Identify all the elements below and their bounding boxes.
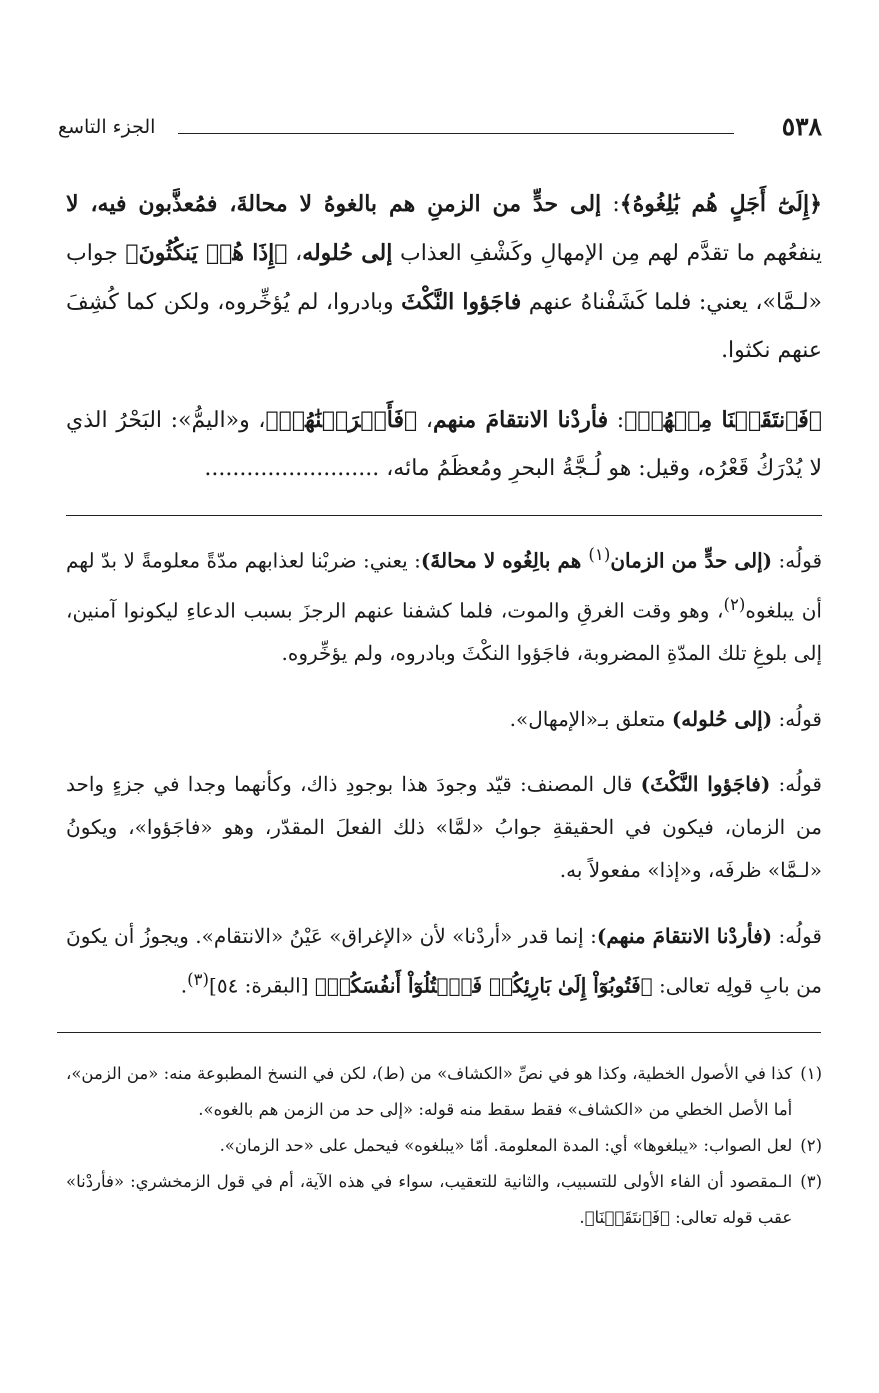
page-header [58, 112, 822, 156]
text-span: قال المصنف: قيّد وجودَ هذا بوجودِ ذاك، وكأنهما وجدا في جزءٍ واحد من الزمان، فيكون في الحقيقةِ جوابُ «لمَّا» ذلك الفعلَ المقدّر، وهو «فاجَؤوا»، ويكونُ «لـمَّا» ظرفَه، و«إذا» مفعولاً به. [66, 772, 822, 882]
text-span: متعلق بـ«الإمهال». [509, 707, 672, 731]
footnote-mark: (٢) [800, 1136, 822, 1155]
footnote-ref: (٢) [723, 594, 746, 614]
quran-quote: ﴿فَتُوبُوٓاْ إِلَىٰ بَارِئِكُمۡ فَٱقۡتُلُوٓاْ أَنفُسَكُمۡ﴾ [314, 973, 653, 998]
commentary-paragraph-2 [66, 698, 822, 741]
text-span: قولُه: [772, 707, 822, 731]
bold-span: (فأردْنا الانتقامَ منهم) [596, 924, 773, 948]
footnote-ref: (١) [588, 545, 611, 564]
text-span: قولُه: [770, 772, 822, 796]
bold-span: إلى حدٍّ من الزمنِ هم بالغوهُ لا محالةَ، فمُعذَّبون فيه، لا [66, 191, 602, 217]
bold-span: (فاجَؤوا النَّكْثَ) [640, 772, 771, 796]
text-span: [البقرة: ٥٤] [209, 973, 315, 998]
text-span: ، و«اليمُّ»: البَحْرُ الذي لا يُدْرَكُ قَعْرُه، وقيل: هو لُـجَّةُ البحرِ ومُعظَمُ مائه، ......................... [66, 408, 822, 481]
text-span: : [608, 408, 625, 433]
footnote-text: كذا في الأصول الخطية، وكذا هو في نصِّ «الكشاف» من (ط)، لكن في النسخ المطبوعة منه: «من الزمن»، أما الأصل الخطي من «الكشاف» فقط سقط منه قوله: «إلى حد من الزمن هم بالغوه». [66, 1064, 793, 1119]
footnote-text: الـمقصود أن الفاء الأولى للتسبيب، والثانية للتعقيب، سواء في هذه الآية، أم في قول الزمخشري: «فأردْنا» عقب قوله تعالى: ﴿فَٱنتَقَمۡنَا﴾. [66, 1172, 793, 1227]
text-span: قولُه: [772, 924, 822, 948]
bold-span: فأردْنا الانتقامَ منهم [432, 407, 609, 433]
main-text-paragraph-2 [66, 396, 822, 493]
text-span: : [601, 192, 620, 217]
footnote-mark: (١) [800, 1064, 822, 1083]
text-span: . [180, 973, 188, 998]
footnote-2 [66, 1128, 822, 1164]
footnote-3 [66, 1164, 822, 1236]
section-divider [66, 515, 822, 516]
quran-quote: ﴿فَأَغۡرَقۡنَٰهُمۡ﴾ [265, 407, 418, 433]
text-span: جواب «لـمَّا»، يعني: فلما كَشَفْناهُ عنهم [66, 241, 822, 315]
header-rule [178, 133, 734, 134]
page-number: ٥٣٨ [781, 112, 822, 141]
bold-span: هم بالِغُوه لا محالةَ) [420, 548, 589, 573]
text-span: قولُه: [772, 548, 822, 573]
text-span: ينفعُهم ما تقدَّم لهم مِن الإمهالِ وكَشْفِ العذاب [392, 241, 823, 266]
bold-span: فاجَؤوا النَّكْثَ [401, 289, 522, 315]
volume-title: الجزء التاسع [58, 116, 156, 138]
commentary-paragraph-4 [66, 915, 822, 1008]
footnotes [66, 1056, 822, 1236]
text-span: ، وهو وقت الغرقِ والموت، فلما كشفنا عنهم الرجزَ بسبب الدعاءِ ليكونوا آمنين، إلى بلوغِ تلك المدّةِ المضروبة، فاجَؤوا النكْثَ وبادروه، ولم يؤخِّروه. [66, 598, 822, 666]
footnote-ref: (٣) [187, 970, 210, 989]
main-text-paragraph-1 [66, 180, 822, 375]
quran-quote: ﴿إِذَا هُمۡ يَنكُثُونَ﴾ [125, 240, 288, 266]
footnote-mark: (٣) [800, 1172, 822, 1191]
commentary-paragraph-3 [66, 763, 822, 892]
commentary-paragraph-1 [66, 533, 822, 675]
footnote-1 [66, 1056, 822, 1128]
bold-span: إلى حُلوله [302, 240, 393, 266]
text-span: وبادروا، لم يُؤخِّروه، ولكن كما كُشِفَ عنهم نكثوا. [66, 290, 822, 363]
quran-quote: ﴿فَٱنتَقَمۡنَا مِنۡهُمۡ﴾ [624, 407, 823, 433]
bold-span: (إلى حُلوله) [671, 707, 773, 731]
footnote-text: لعل الصواب: «يبلغوها» أي: المدة المعلومة. أمّا «يبلغوه» فيحمل على «حد الزمان». [219, 1136, 793, 1155]
text-span: ، [417, 408, 433, 433]
text-span: ، [287, 241, 303, 266]
bold-span: (إلى حدٍّ من الزمان [610, 548, 773, 573]
footnote-divider [57, 1032, 821, 1033]
text-span: : يعني: ضربْنا لعذابهم مدّةً معلومةً لا بدّ لهم أن يبلغوه [66, 548, 822, 623]
quran-quote: ﴿إِلَىٰٓ أَجَلٍ هُم بَٰلِغُوهُ﴾ [619, 191, 822, 217]
text-span: : إنما قدر «أردْنا» لأن «الإغراق» عَيْنُ «الانتقام». ويجوزُ أن يكونَ من بابِ قولِه تعالى: [66, 924, 822, 998]
